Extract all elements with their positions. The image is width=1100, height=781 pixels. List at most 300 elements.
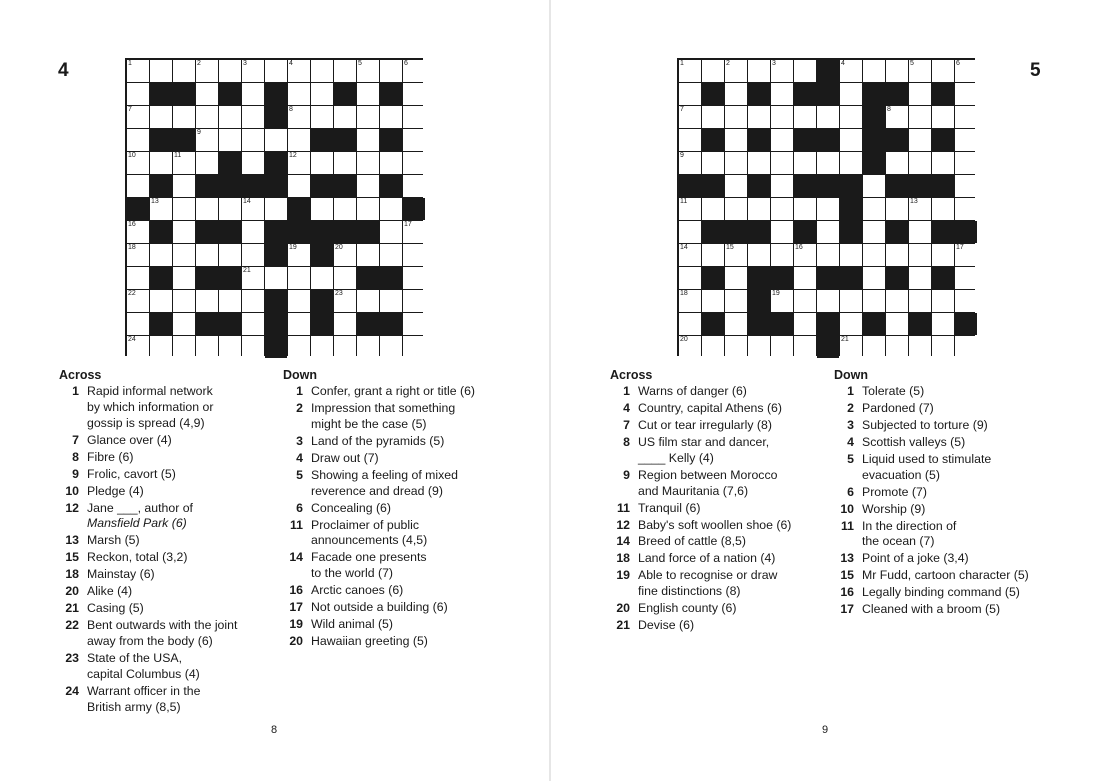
grid-cell[interactable] [311, 106, 333, 128]
grid-cell[interactable] [380, 221, 402, 243]
grid-cell[interactable] [403, 221, 425, 243]
grid-cell[interactable] [817, 152, 839, 174]
grid-cell[interactable] [748, 244, 770, 266]
grid-cell[interactable] [403, 129, 425, 151]
clue-item [283, 617, 523, 633]
grid-cell[interactable] [955, 129, 977, 151]
grid-cell[interactable] [794, 290, 816, 312]
grid-cell[interactable] [725, 129, 747, 151]
clue-item [283, 550, 523, 582]
grid-cell[interactable] [288, 313, 310, 335]
clue-item [59, 450, 274, 466]
grid-cell[interactable] [219, 106, 241, 128]
grid-cell[interactable] [127, 244, 149, 266]
grid-cell[interactable] [219, 336, 241, 358]
grid-block [771, 313, 793, 335]
cell-number: 23 [335, 290, 343, 297]
grid-cell[interactable] [863, 221, 885, 243]
crossword-grid[interactable] [677, 58, 975, 356]
grid-cell[interactable] [909, 290, 931, 312]
grid-cell[interactable] [288, 290, 310, 312]
clue-text: Tolerate (5) [862, 384, 925, 398]
grid-cell[interactable] [380, 198, 402, 220]
grid-cell[interactable] [173, 175, 195, 197]
grid-cell[interactable] [403, 83, 425, 105]
grid-cell[interactable] [242, 313, 264, 335]
clue-item [59, 501, 274, 533]
grid-cell[interactable] [679, 198, 701, 220]
grid-cell[interactable] [242, 60, 264, 82]
grid-cell[interactable] [173, 244, 195, 266]
clue-number: 6 [296, 500, 303, 515]
grid-cell[interactable] [840, 152, 862, 174]
clue-item [59, 467, 274, 483]
grid-cell[interactable] [173, 313, 195, 335]
grid-cell[interactable] [334, 313, 356, 335]
grid-cell[interactable] [886, 244, 908, 266]
grid-cell[interactable] [771, 83, 793, 105]
grid-block [219, 83, 241, 105]
grid-cell[interactable] [242, 267, 264, 289]
grid-cell[interactable] [725, 83, 747, 105]
grid-cell[interactable] [242, 83, 264, 105]
grid-cell[interactable] [748, 60, 770, 82]
grid-cell[interactable] [794, 244, 816, 266]
grid-cell[interactable] [748, 152, 770, 174]
grid-cell[interactable] [403, 106, 425, 128]
grid-cell[interactable] [380, 290, 402, 312]
grid-cell[interactable] [725, 106, 747, 128]
grid-cell[interactable] [909, 267, 931, 289]
grid-cell[interactable] [380, 60, 402, 82]
grid-cell[interactable] [886, 60, 908, 82]
grid-cell[interactable] [357, 129, 379, 151]
grid-block [817, 267, 839, 289]
grid-cell[interactable] [173, 60, 195, 82]
grid-cell[interactable] [817, 198, 839, 220]
grid-cell[interactable] [196, 83, 218, 105]
grid-cell[interactable] [127, 106, 149, 128]
grid-cell[interactable] [909, 244, 931, 266]
grid-cell[interactable] [863, 336, 885, 358]
grid-block [840, 175, 862, 197]
grid-cell[interactable] [679, 267, 701, 289]
clue-text: Warrant officer in the British army (8,5) [87, 683, 201, 714]
grid-cell[interactable] [932, 244, 954, 266]
grid-cell[interactable] [863, 267, 885, 289]
grid-block [863, 129, 885, 151]
cell-number: 2 [726, 60, 730, 67]
grid-cell[interactable] [886, 290, 908, 312]
grid-cell[interactable] [173, 290, 195, 312]
grid-cell[interactable] [127, 313, 149, 335]
grid-cell[interactable] [242, 152, 264, 174]
grid-cell[interactable] [265, 198, 287, 220]
grid-cell[interactable] [771, 175, 793, 197]
grid-cell[interactable] [725, 152, 747, 174]
grid-cell[interactable] [794, 313, 816, 335]
grid-cell[interactable] [242, 336, 264, 358]
cell-number: 5 [358, 60, 362, 67]
grid-cell[interactable] [771, 152, 793, 174]
grid-cell[interactable] [909, 106, 931, 128]
grid-cell[interactable] [817, 244, 839, 266]
grid-cell[interactable] [242, 129, 264, 151]
crossword-grid[interactable] [125, 58, 423, 356]
grid-block [380, 313, 402, 335]
grid-cell[interactable] [725, 313, 747, 335]
grid-cell[interactable] [242, 290, 264, 312]
grid-cell[interactable] [817, 221, 839, 243]
grid-cell[interactable] [909, 198, 931, 220]
grid-cell[interactable] [127, 221, 149, 243]
cell-number: 6 [404, 60, 408, 67]
grid-cell[interactable] [196, 198, 218, 220]
grid-cell[interactable] [403, 313, 425, 335]
grid-block [334, 129, 356, 151]
grid-cell[interactable] [150, 336, 172, 358]
clue-item [610, 568, 825, 600]
grid-cell[interactable] [679, 244, 701, 266]
clue-number: 1 [847, 384, 854, 398]
grid-cell[interactable] [403, 60, 425, 82]
grid-cell[interactable] [932, 152, 954, 174]
grid-cell[interactable] [403, 244, 425, 266]
grid-cell[interactable] [242, 198, 264, 220]
grid-cell[interactable] [357, 152, 379, 174]
grid-cell[interactable] [794, 152, 816, 174]
grid-cell[interactable] [150, 244, 172, 266]
grid-cell[interactable] [334, 106, 356, 128]
grid-cell[interactable] [748, 336, 770, 358]
grid-cell[interactable] [679, 336, 701, 358]
grid-block [380, 83, 402, 105]
grid-cell[interactable] [150, 290, 172, 312]
across-clue-list [59, 384, 274, 715]
clue-text: Reckon, total (3,2) [87, 550, 188, 565]
grid-cell[interactable] [288, 60, 310, 82]
grid-cell[interactable] [311, 60, 333, 82]
grid-cell[interactable] [955, 336, 977, 358]
grid-cell[interactable] [311, 83, 333, 105]
grid-cell[interactable] [334, 267, 356, 289]
grid-cell[interactable] [196, 244, 218, 266]
grid-cell[interactable] [219, 129, 241, 151]
grid-cell[interactable] [679, 313, 701, 335]
grid-cell[interactable] [909, 60, 931, 82]
grid-block [288, 221, 310, 243]
grid-cell[interactable] [955, 152, 977, 174]
grid-cell[interactable] [955, 290, 977, 312]
grid-cell[interactable] [817, 290, 839, 312]
grid-block [150, 83, 172, 105]
grid-block [886, 175, 908, 197]
grid-cell[interactable] [932, 106, 954, 128]
grid-cell[interactable] [173, 267, 195, 289]
grid-cell[interactable] [219, 244, 241, 266]
grid-cell[interactable] [265, 60, 287, 82]
grid-cell[interactable] [403, 267, 425, 289]
grid-cell[interactable] [909, 221, 931, 243]
grid-block [840, 267, 862, 289]
grid-cell[interactable] [725, 336, 747, 358]
grid-cell[interactable] [127, 290, 149, 312]
grid-cell[interactable] [955, 106, 977, 128]
grid-cell[interactable] [219, 198, 241, 220]
grid-cell[interactable] [127, 83, 149, 105]
grid-cell[interactable] [863, 198, 885, 220]
grid-cell[interactable] [679, 106, 701, 128]
clue-text: Country, capital Athens (6) [638, 400, 782, 415]
clue-number: 10 [65, 483, 79, 498]
grid-cell[interactable] [840, 83, 862, 105]
grid-cell[interactable] [932, 313, 954, 335]
grid-cell[interactable] [679, 83, 701, 105]
clue-item [59, 550, 274, 566]
grid-cell[interactable] [196, 152, 218, 174]
grid-cell[interactable] [242, 221, 264, 243]
grid-cell[interactable] [725, 198, 747, 220]
grid-cell[interactable] [771, 244, 793, 266]
grid-cell[interactable] [173, 221, 195, 243]
grid-cell[interactable] [334, 290, 356, 312]
grid-cell[interactable] [357, 83, 379, 105]
grid-cell[interactable] [288, 175, 310, 197]
clue-text: Land force of a nation (4) [638, 551, 776, 566]
grid-cell[interactable] [771, 129, 793, 151]
grid-cell[interactable] [794, 267, 816, 289]
grid-cell[interactable] [173, 152, 195, 174]
grid-cell[interactable] [725, 290, 747, 312]
grid-cell[interactable] [955, 198, 977, 220]
cell-number: 8 [887, 106, 891, 113]
grid-cell[interactable] [702, 244, 724, 266]
grid-cell[interactable] [288, 83, 310, 105]
grid-block [748, 267, 770, 289]
grid-cell[interactable] [748, 198, 770, 220]
grid-cell[interactable] [196, 290, 218, 312]
grid-cell[interactable] [886, 152, 908, 174]
clue-number: 4 [623, 400, 630, 415]
grid-cell[interactable] [771, 221, 793, 243]
grid-cell[interactable] [771, 106, 793, 128]
grid-cell[interactable] [334, 336, 356, 358]
grid-cell[interactable] [265, 267, 287, 289]
grid-cell[interactable] [794, 106, 816, 128]
grid-cell[interactable] [886, 336, 908, 358]
grid-cell[interactable] [702, 290, 724, 312]
grid-cell[interactable] [196, 129, 218, 151]
grid-cell[interactable] [794, 198, 816, 220]
grid-cell[interactable] [288, 336, 310, 358]
grid-cell[interactable] [955, 267, 977, 289]
grid-cell[interactable] [840, 290, 862, 312]
grid-cell[interactable] [748, 106, 770, 128]
grid-cell[interactable] [955, 83, 977, 105]
clue-number: 1 [296, 384, 303, 398]
grid-cell[interactable] [840, 313, 862, 335]
grid-cell[interactable] [403, 336, 425, 358]
grid-cell[interactable] [380, 336, 402, 358]
grid-block [886, 221, 908, 243]
grid-cell[interactable] [771, 336, 793, 358]
grid-cell[interactable] [886, 313, 908, 335]
grid-cell[interactable] [311, 198, 333, 220]
grid-cell[interactable] [150, 106, 172, 128]
grid-cell[interactable] [909, 83, 931, 105]
clue-number: 14 [616, 534, 630, 549]
grid-cell[interactable] [380, 106, 402, 128]
grid-cell[interactable] [357, 244, 379, 266]
grid-block [955, 313, 977, 335]
grid-cell[interactable] [219, 290, 241, 312]
grid-cell[interactable] [840, 60, 862, 82]
clue-text: Rapid informal network by which information or gossip is spread (4,9) [87, 384, 214, 430]
grid-cell[interactable] [380, 244, 402, 266]
grid-cell[interactable] [702, 152, 724, 174]
grid-cell[interactable] [403, 290, 425, 312]
grid-cell[interactable] [357, 175, 379, 197]
grid-block [840, 198, 862, 220]
grid-cell[interactable] [863, 244, 885, 266]
grid-cell[interactable] [840, 129, 862, 151]
grid-cell[interactable] [288, 244, 310, 266]
grid-cell[interactable] [702, 198, 724, 220]
clue-number: 20 [289, 634, 303, 649]
grid-cell[interactable] [702, 60, 724, 82]
grid-cell[interactable] [909, 129, 931, 151]
grid-cell[interactable] [840, 336, 862, 358]
grid-cell[interactable] [150, 60, 172, 82]
cell-number: 2 [197, 60, 201, 67]
grid-cell[interactable] [702, 106, 724, 128]
grid-cell[interactable] [127, 60, 149, 82]
grid-cell[interactable] [863, 175, 885, 197]
grid-cell[interactable] [288, 129, 310, 151]
clue-text: Impression that something might be the case (5) [311, 400, 456, 431]
grid-cell[interactable] [725, 244, 747, 266]
grid-cell[interactable] [794, 336, 816, 358]
grid-cell[interactable] [932, 290, 954, 312]
grid-cell[interactable] [127, 175, 149, 197]
grid-cell[interactable] [127, 129, 149, 151]
grid-cell[interactable] [679, 152, 701, 174]
grid-cell[interactable] [955, 244, 977, 266]
grid-cell[interactable] [311, 267, 333, 289]
grid-cell[interactable] [932, 60, 954, 82]
grid-cell[interactable] [380, 152, 402, 174]
down-clue-list [283, 384, 523, 650]
grid-cell[interactable] [357, 106, 379, 128]
grid-cell[interactable] [357, 290, 379, 312]
grid-cell[interactable] [357, 336, 379, 358]
grid-cell[interactable] [840, 244, 862, 266]
grid-cell[interactable] [725, 60, 747, 82]
grid-block [265, 290, 287, 312]
grid-cell[interactable] [817, 106, 839, 128]
grid-cell[interactable] [196, 60, 218, 82]
grid-cell[interactable] [725, 175, 747, 197]
grid-cell[interactable] [932, 198, 954, 220]
grid-cell[interactable] [771, 60, 793, 82]
grid-cell[interactable] [127, 267, 149, 289]
grid-cell[interactable] [679, 221, 701, 243]
grid-cell[interactable] [288, 152, 310, 174]
grid-cell[interactable] [219, 60, 241, 82]
clue-number: 19 [616, 568, 630, 583]
cell-number: 14 [243, 198, 251, 205]
grid-cell[interactable] [840, 106, 862, 128]
grid-cell[interactable] [173, 106, 195, 128]
clue-text: Not outside a building (6) [311, 600, 448, 615]
grid-block [219, 175, 241, 197]
grid-cell[interactable] [127, 152, 149, 174]
clue-text: English county (6) [638, 601, 737, 616]
grid-cell[interactable] [288, 106, 310, 128]
grid-block [311, 290, 333, 312]
grid-cell[interactable] [173, 198, 195, 220]
grid-cell[interactable] [771, 198, 793, 220]
grid-cell[interactable] [334, 152, 356, 174]
grid-cell[interactable] [725, 267, 747, 289]
grid-cell[interactable] [863, 290, 885, 312]
clue-text: Tranquil (6) [638, 500, 701, 515]
grid-cell[interactable] [679, 129, 701, 151]
grid-cell[interactable] [357, 60, 379, 82]
grid-cell[interactable] [334, 244, 356, 266]
clue-text: Casing (5) [87, 601, 144, 616]
grid-cell[interactable] [886, 106, 908, 128]
clue-text: Fibre (6) [87, 449, 134, 464]
grid-cell[interactable] [242, 106, 264, 128]
grid-cell[interactable] [771, 290, 793, 312]
grid-cell[interactable] [127, 336, 149, 358]
across-clues [59, 368, 274, 717]
grid-cell[interactable] [909, 152, 931, 174]
grid-cell[interactable] [403, 152, 425, 174]
grid-cell[interactable] [955, 175, 977, 197]
grid-cell[interactable] [334, 198, 356, 220]
grid-cell[interactable] [794, 60, 816, 82]
grid-cell[interactable] [173, 336, 195, 358]
grid-cell[interactable] [863, 60, 885, 82]
grid-cell[interactable] [909, 336, 931, 358]
grid-cell[interactable] [311, 152, 333, 174]
grid-cell[interactable] [403, 175, 425, 197]
clue-item [59, 533, 274, 549]
crossword-grid-wrapper [677, 58, 973, 354]
grid-cell[interactable] [886, 198, 908, 220]
grid-cell[interactable] [150, 152, 172, 174]
grid-cell[interactable] [357, 198, 379, 220]
grid-cell[interactable] [955, 60, 977, 82]
grid-cell[interactable] [265, 129, 287, 151]
grid-cell[interactable] [679, 290, 701, 312]
grid-cell[interactable] [196, 336, 218, 358]
grid-cell[interactable] [242, 244, 264, 266]
grid-cell[interactable] [288, 267, 310, 289]
grid-cell[interactable] [932, 336, 954, 358]
grid-cell[interactable] [196, 106, 218, 128]
grid-block [265, 175, 287, 197]
grid-cell[interactable] [150, 198, 172, 220]
grid-cell[interactable] [679, 60, 701, 82]
grid-cell[interactable] [702, 336, 724, 358]
grid-cell[interactable] [311, 336, 333, 358]
clue-number: 9 [623, 467, 630, 482]
grid-cell[interactable] [334, 60, 356, 82]
grid-block [817, 83, 839, 105]
